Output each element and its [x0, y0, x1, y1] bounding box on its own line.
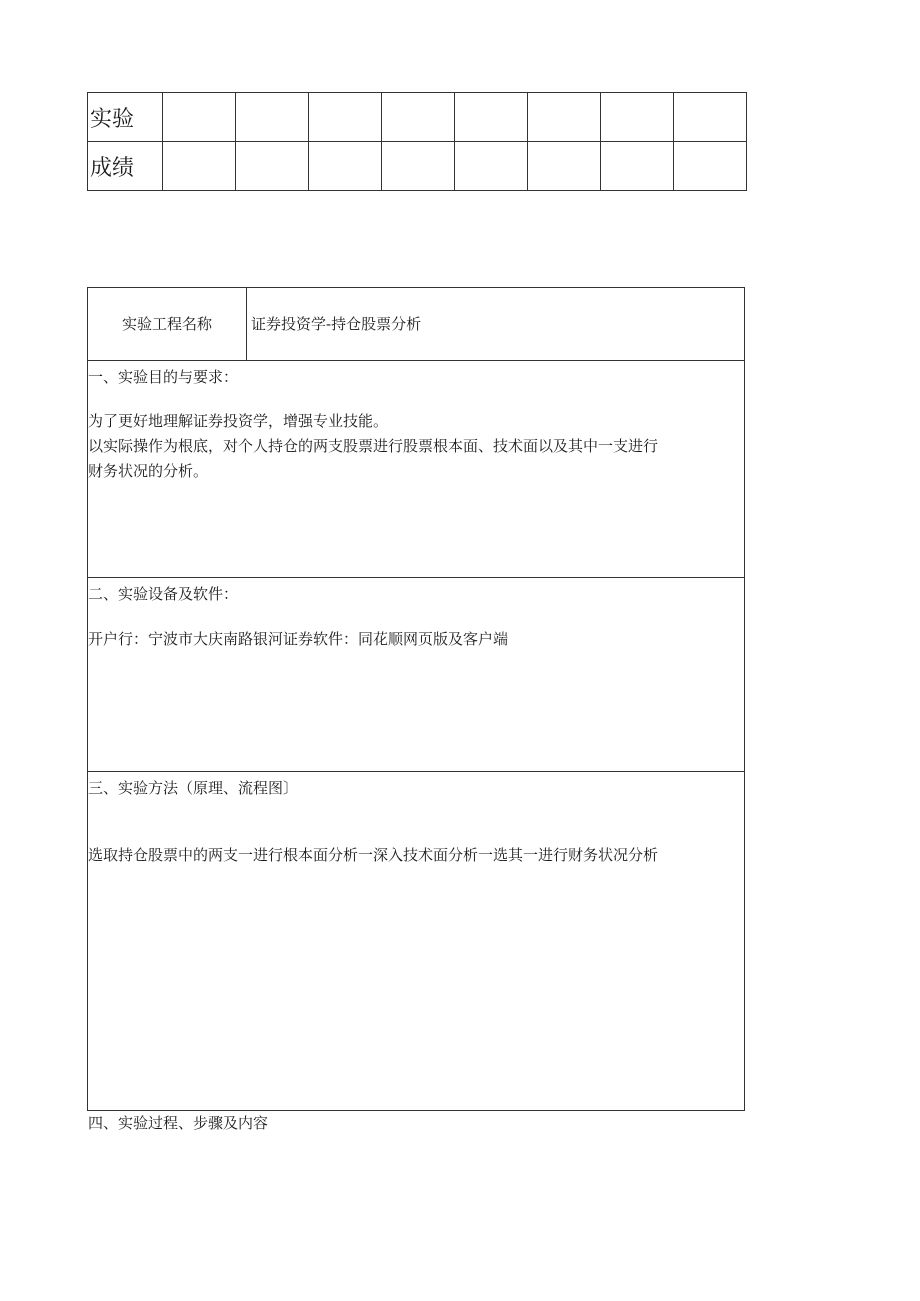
grade-cell — [163, 93, 236, 142]
section-3-line: 选取持仓股票中的两支一进行根本面分析一深入技术面分析一选其一进行财务状况分析 — [88, 846, 659, 864]
grade-cell — [674, 93, 747, 142]
grade-row-label-score: 成绩 — [88, 142, 163, 191]
report-table — [87, 287, 745, 1111]
project-name-value: 证券投资学-持仓股票分析 — [247, 288, 745, 361]
grade-cell — [382, 142, 455, 191]
grade-cell — [601, 93, 674, 142]
section-2-body — [88, 627, 744, 652]
section-equipment — [88, 578, 745, 772]
section-method — [88, 772, 745, 1111]
grade-row-label-experiment: 实验 — [88, 93, 163, 142]
grade-cell — [309, 93, 382, 142]
grade-row-2 — [88, 142, 747, 191]
section-1-line: 为了更好地理解证券投资学，增强专业技能。 — [88, 412, 389, 430]
section-1-title: 一、实验目的与要求： — [88, 368, 239, 386]
grade-table — [87, 92, 747, 191]
section-2-row — [88, 578, 745, 772]
grade-cell — [528, 142, 601, 191]
grade-cell — [455, 142, 528, 191]
project-name-row — [88, 288, 745, 361]
section-objectives — [88, 361, 745, 578]
grade-cell — [528, 93, 601, 142]
section-1-body — [88, 409, 744, 484]
section-2-line: 开户行：宁波市大庆南路银河证券软件：同花顺网页版及客户端 — [88, 630, 509, 648]
section-3-body — [88, 843, 744, 868]
grade-cell — [674, 142, 747, 191]
grade-cell — [236, 142, 309, 191]
section-3-title: 三、实验方法（原理、流程图〕 — [88, 779, 299, 797]
grade-cell — [309, 142, 382, 191]
grade-cell — [455, 93, 528, 142]
project-name-label: 实验工程名称 — [88, 288, 247, 361]
section-3-row — [88, 772, 745, 1111]
grade-row-1 — [88, 93, 747, 142]
grade-cell — [236, 93, 309, 142]
section-2-title: 二、实验设备及软件： — [88, 585, 239, 603]
grade-cell — [163, 142, 236, 191]
section-1-row — [88, 361, 745, 578]
grade-cell — [382, 93, 455, 142]
section-1-line: 以实际操作为根底，对个人持仓的两支股票进行股票根本面、技术面以及其中一支进行 — [88, 437, 659, 455]
section-1-line: 财务状况的分析。 — [88, 462, 209, 480]
section-4-title: 四、实验过程、步骤及内容 — [88, 1114, 269, 1132]
grade-cell — [601, 142, 674, 191]
